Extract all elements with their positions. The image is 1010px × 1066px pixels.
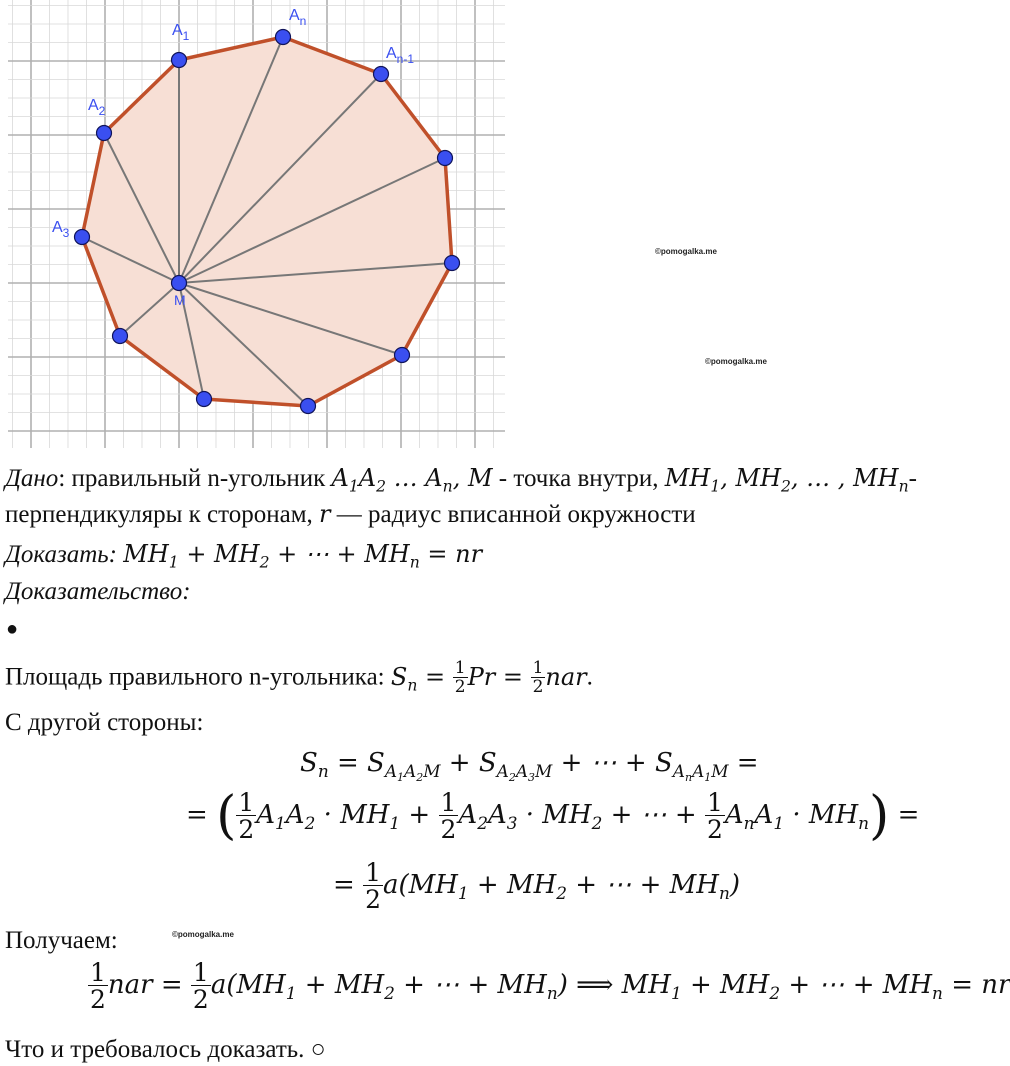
obtain-text: Получаем: bbox=[5, 927, 118, 954]
proof-label: Доказательство: bbox=[5, 578, 191, 605]
prove-line bbox=[5, 539, 482, 570]
radius-symbol: r bbox=[319, 500, 331, 528]
area-formula: $S_n$ = $\frac{1}{2}$ Pr = $\frac{1}{2}$ nar bbox=[390, 658, 587, 697]
given-text: : правильный n-угольник bbox=[58, 465, 332, 492]
prove-label: Доказать: bbox=[5, 541, 117, 568]
equation-factored: = $\frac{1}{2}$ $a(MH_1 + MH_2$ + ⋯ + $MH_n$) bbox=[333, 858, 741, 914]
label-an: $A_n$ bbox=[289, 7, 307, 28]
given-perp-formula: $MH_1$, $MH_2$, … , $MH_n$ bbox=[664, 464, 909, 496]
given-text: — радиус вписанной окружности bbox=[330, 501, 696, 528]
label-m: M bbox=[174, 292, 186, 308]
label-an-1: $A_{n-1}$ bbox=[386, 45, 415, 66]
given-label: Дано bbox=[5, 465, 59, 492]
area-text: Площадь правильного n-угольника: bbox=[5, 663, 391, 691]
qed-text: Что и требовалось доказать. ○ bbox=[5, 1036, 326, 1063]
given-polygon-formula: $A_1A_2$ … $A_n$, M bbox=[331, 464, 493, 496]
label-a1: $A_1$ bbox=[172, 22, 190, 43]
given-text: перпендикуляры к сторонам, bbox=[5, 501, 320, 528]
watermark: ©pomogalka.me bbox=[655, 247, 717, 256]
point-m bbox=[172, 276, 187, 291]
prove-formula: $MH_1 + MH_2$ + ⋯ + $MH_n$ = nr bbox=[123, 540, 483, 572]
polygon-figure bbox=[0, 0, 510, 450]
watermark: ©pomogalka.me bbox=[172, 930, 234, 939]
equation-final: $\frac{1}{2}$ nar = $\frac{1}{2}$ $a(MH_1 + MH_2$ + ⋯ + $MH_n$) ⟹ $MH_1 + MH_2$ + ⋯ + $MH_n$ = nr bbox=[90, 958, 1010, 1014]
bullet: ● bbox=[6, 618, 19, 640]
area-line: Площадь правильного n-угольника: $S_n$ = $\frac{1}{2}$ Pr = $\frac{1}{2}$ nar. bbox=[5, 658, 593, 697]
other-side-text: С другой стороны: bbox=[5, 709, 204, 736]
label-a2: $A_2$ bbox=[88, 97, 106, 118]
label-a3: $A_3$ bbox=[52, 219, 70, 240]
watermark: ©pomogalka.me bbox=[705, 357, 767, 366]
given-text: - точка внутри, bbox=[492, 465, 665, 492]
equation-sum-areas: $S_n = S_{A_1A_2M} + S_{A_2A_3M}$ + ⋯ + $S_{A_nA_1M}$ = bbox=[300, 748, 759, 784]
given-line-2 bbox=[5, 499, 696, 530]
given-line-1: Дано: правильный n-угольник $A_1A_2$ … $A_n$, M - точка внутри, $MH_1$, $MH_2$, … , $MH_n-$ bbox=[5, 464, 917, 496]
equation-expanded: = ( $\frac{1}{2}$ $A_1A_2 \cdot MH_1$ + $\frac{1}{2}$ $A_2A_3 \cdot MH_2$ + ⋯ + $\frac{1}{2}$ $A_nA_1 \cdot MH_n$) = bbox=[186, 786, 920, 846]
